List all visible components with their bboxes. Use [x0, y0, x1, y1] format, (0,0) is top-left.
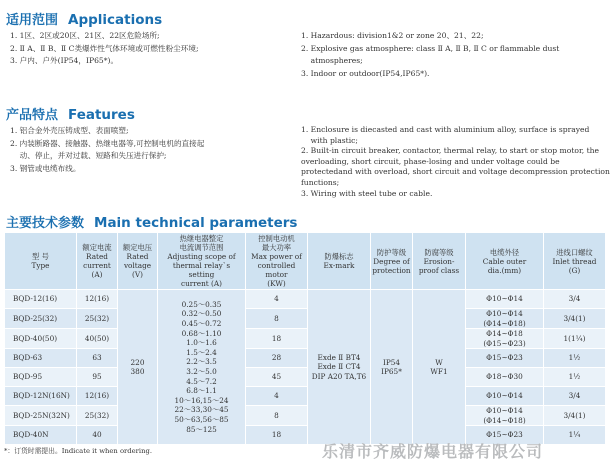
- table-row: [5, 309, 606, 329]
- cell-thread: 3/4(1): [544, 309, 606, 329]
- cell-type: BQD-12N(16N): [5, 387, 77, 406]
- header-current: 额定电流 Rated current (A): [77, 233, 118, 290]
- cell-cable: Φ14~Φ18 (Φ15~Φ23): [466, 329, 544, 349]
- cell-current: 12(16): [77, 387, 118, 406]
- features-cn-list: [10, 125, 305, 175]
- list-item: 动、停止，并对过载、短路和失压进行保护;: [10, 151, 167, 160]
- header-protection: 防护等级 Degree of protection: [371, 233, 413, 290]
- table-row: [5, 368, 606, 387]
- cell-cable: Φ18~Φ30: [466, 368, 544, 387]
- cell-power: 18: [246, 426, 308, 445]
- cell-protection: IP54 IP65*: [371, 290, 413, 445]
- cell-voltage: 220 380: [118, 290, 158, 445]
- cell-current: 95: [77, 368, 118, 387]
- cell-erosion: W WF1: [413, 290, 466, 445]
- features-en-list: [301, 125, 613, 199]
- list-item: 3. 钢管或电缆布线。: [10, 163, 81, 173]
- list-item: 3. Indoor or outdoor(IP54,IP65*).: [301, 68, 430, 78]
- list-item: 2. Ⅱ A、Ⅱ B、Ⅱ C类爆炸性气体环境或可燃性粉尘环境;: [10, 43, 199, 53]
- cell-current: 40(50): [77, 329, 118, 349]
- table-row: [5, 329, 606, 349]
- cell-thread: 1¼: [544, 426, 606, 445]
- table-header-row: [5, 233, 606, 290]
- header-type: 型 号 Type: [5, 233, 77, 290]
- cell-current: 25(32): [77, 406, 118, 426]
- list-item: with plastic;: [301, 135, 358, 145]
- applications-title-en: Applications: [68, 12, 163, 28]
- parameters-title-cn: 主要技术参数: [6, 216, 85, 231]
- applications-en-list: [301, 30, 613, 80]
- table-row: [5, 290, 606, 309]
- list-item: 3. Wiring with steel tube or cable.: [301, 188, 433, 198]
- footnote: *：订货时需提出。Indicate it when ordering.: [4, 447, 152, 455]
- table-row: [5, 406, 606, 426]
- header-setting: 热继电器整定 电流调节范围 Adjusting scope of thermal relay`s setting current (A): [158, 233, 246, 290]
- cell-type: BQD-25N(32N): [5, 406, 77, 426]
- cell-type: BQD-12(16): [5, 290, 77, 309]
- cell-thread: 3/4(1): [544, 406, 606, 426]
- parameters-heading: [6, 212, 297, 231]
- features-title-en: Features: [68, 107, 135, 123]
- parameters-title-en: Main technical parameters: [94, 215, 298, 231]
- cell-thread: 1½: [544, 349, 606, 368]
- table-row: [5, 349, 606, 368]
- cell-cable: Φ10~Φ14 (Φ14~Φ18): [466, 309, 544, 329]
- cell-exmark: Exde Ⅱ BT4 Exde Ⅱ CT4 DIP A20 TA,T6: [308, 290, 371, 445]
- list-item: 1. Hazardous: division1&2 or zone 20、21、22;: [301, 31, 484, 40]
- cell-power: 45: [246, 368, 308, 387]
- list-item: atmospheres;: [301, 56, 363, 65]
- cell-thread: 3/4: [544, 387, 606, 406]
- cell-thread: 1½: [544, 368, 606, 387]
- cell-current: 25(32): [77, 309, 118, 329]
- cell-cable: Φ15~Φ23: [466, 426, 544, 445]
- cell-thread: 3/4: [544, 290, 606, 309]
- cell-type: BQD-63: [5, 349, 77, 368]
- table-row: [5, 387, 606, 406]
- cell-power: 4: [246, 290, 308, 309]
- header-thread: 进线口螺纹 Inlet thread (G): [544, 233, 606, 290]
- list-item: 3. 户内、户外(IP54，IP65*)。: [10, 56, 119, 65]
- header-exmark: 防爆标志 Ex-mark: [308, 233, 371, 290]
- list-item: 2. Built-in circuit breaker, contactor, thermal relay, to start or stop motor, the overloading, short circuit, phase-losing and under voltage could be protectedand with overload, short circuit and voltage decompression protection functions;: [301, 146, 610, 187]
- cell-cable: Φ10~Φ14: [466, 387, 544, 406]
- list-item: 2. 内装断路器、接触器、热继电器等,可控制电机的直接起: [10, 138, 205, 148]
- header-erosion: 防腐等级 Erosion- proof class: [413, 233, 466, 290]
- cell-power: 4: [246, 387, 308, 406]
- cell-type: BQD-40N: [5, 426, 77, 445]
- features-heading: [6, 104, 135, 123]
- applications-cn-list: [10, 30, 305, 68]
- cell-setting-range: 0.25～0.35 0.32～0.50 0.45～0.72 0.68～1.10 1.0～1.6 1.5～2.4 2.2～3.5 3.2～5.0 4.5～7.2 6.8～1.1 10～16,15～24 22～33,30～45 50～63,56～85 85～125: [158, 290, 246, 445]
- header-power: 控制电动机 最大功率 Max power of controlled motor (KW): [246, 233, 308, 290]
- cell-power: 28: [246, 349, 308, 368]
- parameters-table: [4, 232, 606, 445]
- cell-current: 40: [77, 426, 118, 445]
- features-title-cn: 产品特点: [6, 108, 59, 123]
- cell-current: 63: [77, 349, 118, 368]
- list-item: 2. Explosive gas atmosphere: class Ⅱ A, Ⅱ B, Ⅱ C or flammable dust: [301, 43, 560, 53]
- list-item: 1. 1区、2区或20区、21区、22区危险场所;: [10, 31, 160, 40]
- cell-thread: 1(1¼): [544, 329, 606, 349]
- cell-current: 12(16): [77, 290, 118, 309]
- cell-cable: Φ10~Φ14 (Φ14~Φ18): [466, 406, 544, 426]
- cell-cable: Φ10~Φ14: [466, 290, 544, 309]
- applications-heading: [6, 9, 162, 28]
- cell-power: 8: [246, 406, 308, 426]
- cell-cable: Φ15~Φ23: [466, 349, 544, 368]
- cell-type: BQD-95: [5, 368, 77, 387]
- cell-power: 18: [246, 329, 308, 349]
- applications-title-cn: 适用范围: [6, 13, 59, 28]
- company-name: 乐清市齐威防爆电器有限公司: [322, 442, 544, 461]
- list-item: 1. 铝合金外壳压铸成型、表面喷塑;: [10, 126, 129, 135]
- header-voltage: 额定电压 Rated voltage (V): [118, 233, 158, 290]
- cell-power: 8: [246, 309, 308, 329]
- list-item: 1. Enclosure is diecasted and cast with aluminium alloy, surface is sprayed: [301, 125, 590, 134]
- cell-type: BQD-40(50): [5, 329, 77, 349]
- header-cable: 电缆外径 Cable outer dia.(mm): [466, 233, 544, 290]
- cell-type: BQD-25(32): [5, 309, 77, 329]
